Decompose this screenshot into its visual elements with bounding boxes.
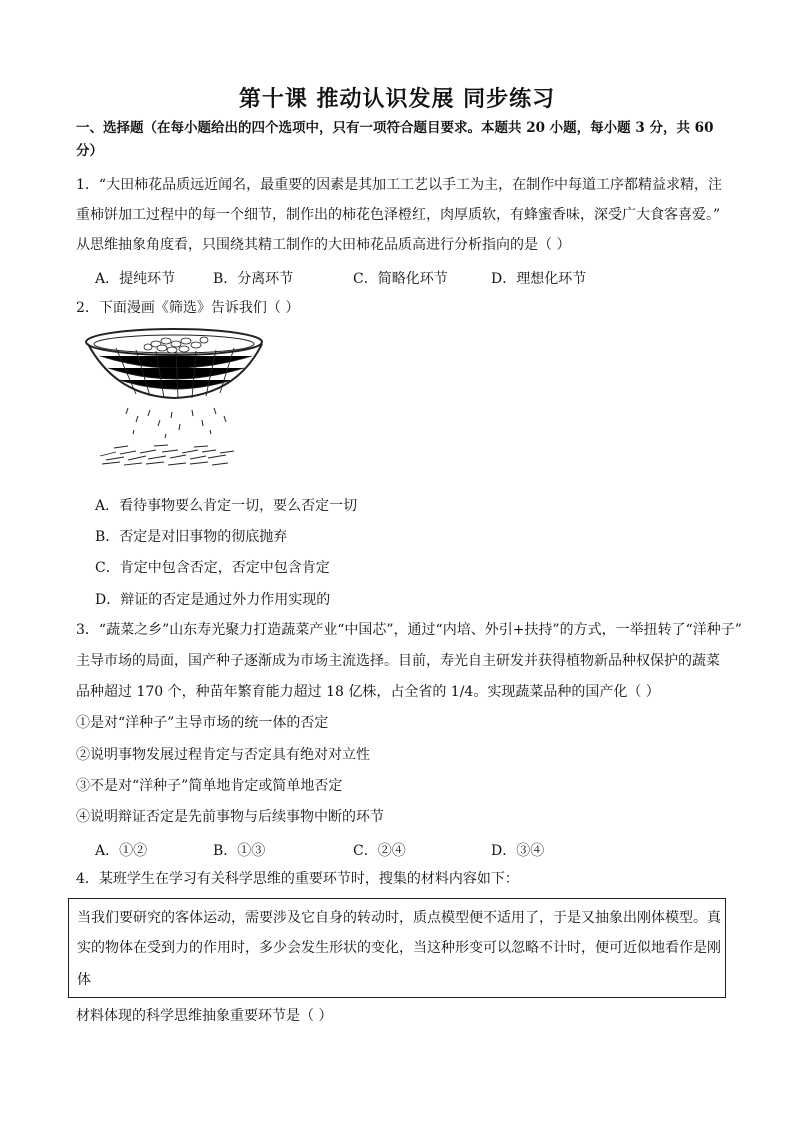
q4-material-line3: 体 bbox=[77, 972, 91, 988]
section-header-line1: 一、选择题（在每小题给出的四个选项中，只有一项符合题目要求。本题共 20 小题，每小题 3 分，共 60 bbox=[76, 120, 714, 136]
section-header-line2: 分） bbox=[76, 143, 103, 159]
sieve-cartoon-image bbox=[76, 326, 266, 476]
q1-option-d[interactable]: D．理想化环节 bbox=[491, 271, 587, 287]
q3-options bbox=[95, 840, 544, 860]
q3-item-1: ①是对“洋种子”主导市场的统一体的否定 bbox=[76, 715, 329, 731]
q1-stem-line3: 从思维抽象角度看，只围绕其精工制作的大田柿花品质高进行分析指向的是（ ） bbox=[76, 237, 571, 253]
q2-stem: 2．下面漫画《筛选》告诉我们（ ） bbox=[76, 300, 300, 316]
q1-option-b[interactable]: B．分离环节 bbox=[213, 271, 294, 287]
q1-stem-line2: 重柿饼加工过程中的每一个细节，制作出的柿花色泽橙红，肉厚质软，有蜂蜜香味，深受广大食客喜爱。” bbox=[76, 207, 721, 223]
q3-stem-line2: 主导市场的局面，国产种子逐渐成为市场主流选择。目前，寿光自主研发并获得植物新品种权保护的蔬菜 bbox=[76, 653, 720, 669]
q1-option-c[interactable]: C．简略化环节 bbox=[353, 271, 448, 287]
q2-option-d[interactable]: D．辩证的否定是通过外力作用实现的 bbox=[95, 592, 331, 608]
q3-option-d[interactable]: D．③④ bbox=[491, 843, 545, 859]
page-title: 第十课 推动认识发展 同步练习 bbox=[238, 86, 556, 112]
q1-options bbox=[95, 268, 586, 288]
q3-option-a[interactable]: A．①② bbox=[95, 843, 148, 859]
q2-option-a[interactable]: A．看待事物要么肯定一切，要么否定一切 bbox=[95, 498, 358, 514]
q3-item-3: ③不是对“洋种子”简单地肯定或简单地否定 bbox=[76, 778, 343, 794]
q3-option-b[interactable]: B．①③ bbox=[213, 843, 266, 859]
q1-option-a[interactable]: A．提纯环节 bbox=[95, 271, 176, 287]
q4-material-line2: 实的物体在受到力的作用时，多少会发生形状的变化，当这种形变可以忽略不计时，便可近似地看作是刚 bbox=[77, 940, 721, 956]
q4-material-line1: 当我们要研究的客体运动，需要涉及它自身的转动时，质点模型便不适用了，于是又抽象出刚体模型。真 bbox=[77, 910, 721, 926]
q4-material-box bbox=[68, 898, 726, 998]
q1-stem-line1: 1．“大田柿花品质远近闻名，最重要的因素是其加工工艺以手工为主，在制作中每道工序都精益求精，注 bbox=[76, 177, 723, 193]
q2-option-c[interactable]: C．肯定中包含否定，否定中包含肯定 bbox=[95, 560, 330, 576]
q2-option-b[interactable]: B．否定是对旧事物的彻底抛弃 bbox=[95, 529, 288, 545]
q4-stem: 4．某班学生在学习有关科学思维的重要环节时，搜集的材料内容如下： bbox=[76, 871, 519, 887]
q3-item-4: ④说明辩证否定是先前事物与后续事物中断的环节 bbox=[76, 809, 384, 825]
q3-stem-line1: 3．“蔬菜之乡”山东寿光聚力打造蔬菜产业“中国芯”，通过“内培、外引+扶持”的方式，一举扭转了“洋种子” bbox=[76, 622, 742, 638]
q3-stem-line3: 品种超过 170 个，种苗年繁育能力超过 18 亿株，占全省的 1/4。实现蔬菜品种的国产化（ ） bbox=[76, 684, 660, 700]
q3-item-2: ②说明事物发展过程肯定与否定具有绝对对立性 bbox=[76, 747, 370, 763]
q4-question: 材料体现的科学思维抽象重要环节是（ ） bbox=[76, 1008, 333, 1024]
q3-option-c[interactable]: C．②④ bbox=[353, 843, 406, 859]
